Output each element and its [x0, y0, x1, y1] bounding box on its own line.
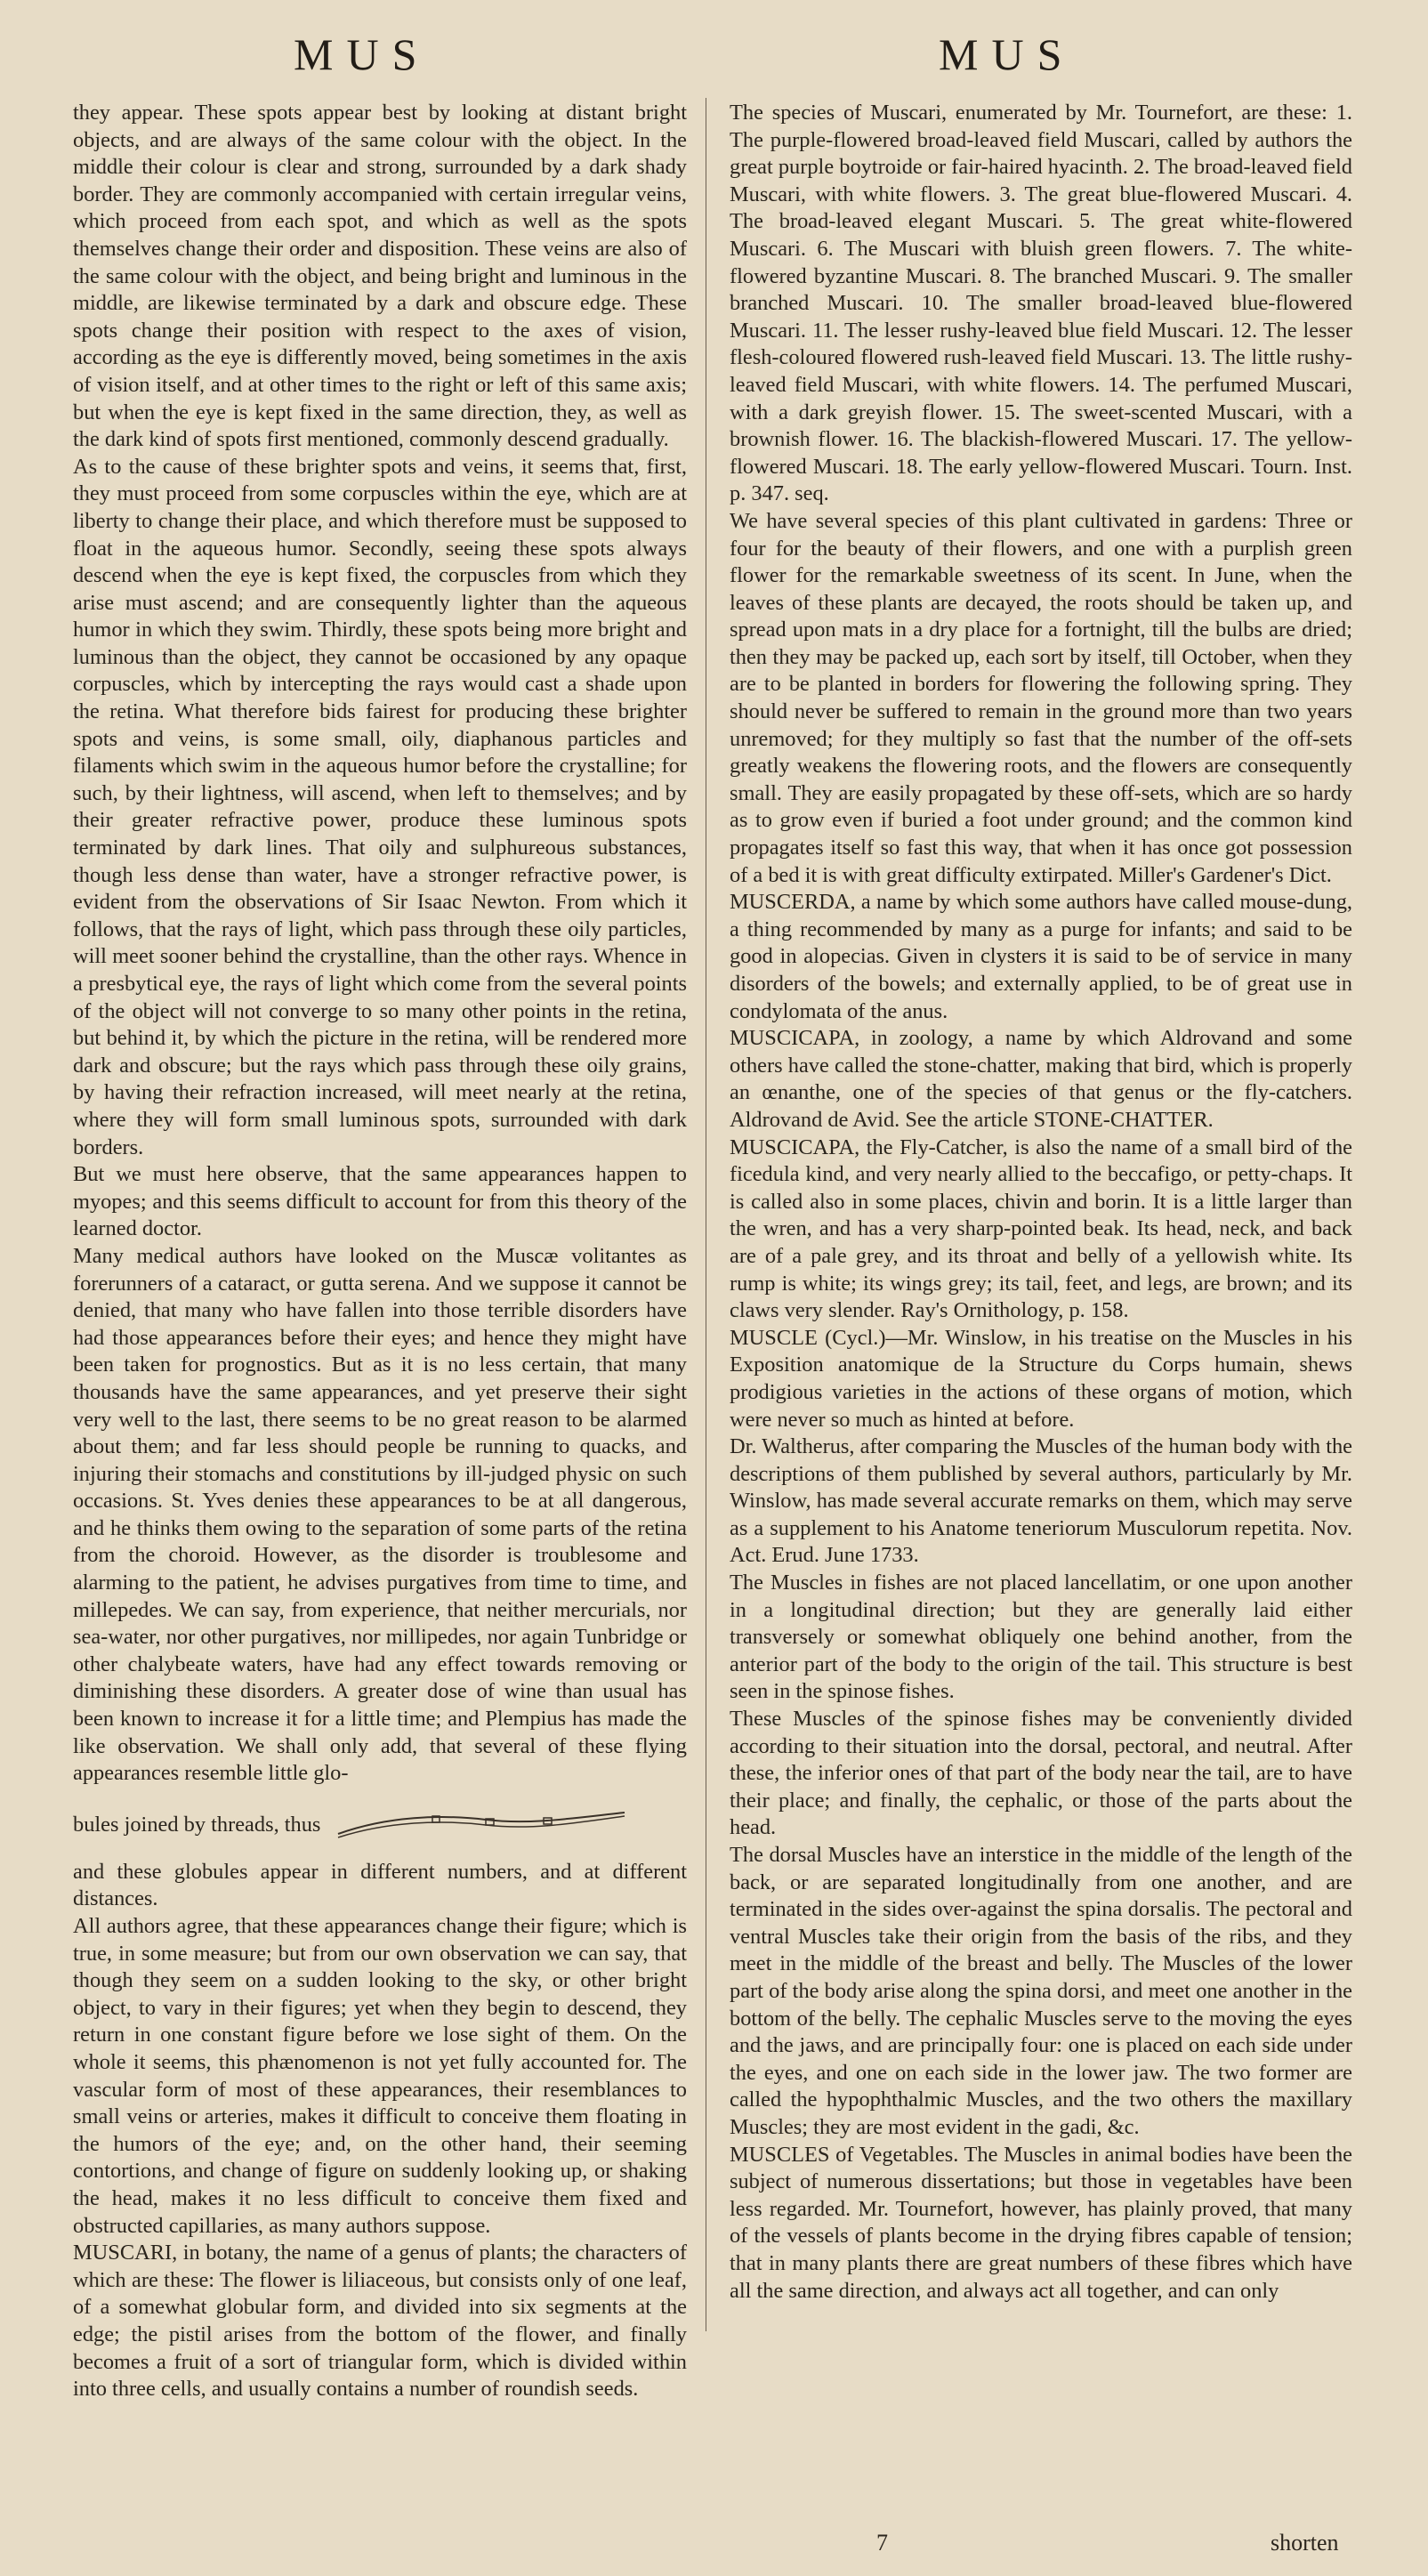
- paragraph-fish-muscles: The Muscles in fishes are not placed lancellatim, or one upon another in a longitudinal direction; but they are generally laid either transversely or somewhat obliquely one behind another, from the anterior part of the body to the origin of the tail. This structure is best seen in the spinose fishes.: [730, 1571, 1352, 1704]
- signature-mark: 7: [876, 2530, 888, 2556]
- paragraph-muscari-species: The species of Muscari, enumerated by Mr. Tournefort, are these: 1. The purple-flowered broad-leaved field Muscari, called by authors the great purple boytroide or fair-haired hyacinth. 2. The broad-leaved field Muscari, with white flowers. 3. The great blue-flowered Muscari. 4. The broad-leaved elegant Muscari. 5. The great white-flowered Muscari. 6. The Muscari with bluish green flowers. 7. The white-flowered byzantine Muscari. 8. The branched Muscari. 9. The smaller branched Muscari. 10. The smaller broad-leaved blue-flowered Muscari. 11. The lesser rushy-leaved blue field Muscari. 12. The lesser flesh-coloured flowered rush-leaved field Muscari. 13. The little rushy-leaved field Muscari, with white flowers. 14. The perfumed Muscari, with a dark greyish flower. 15. The sweet-scented Muscari, with a brownish flower. 16. The blackish-flowered Muscari. 17. The yellow-flowered Muscari. 18. The early yellow-flowered Muscari. Tourn. Inst. p. 347. seq.: [730, 101, 1352, 506]
- paragraph-figure-change: All authors agree, that these appearances change their figure; which is true, in some measure; but from our own observation we can say, that though they seem on a sudden looking to the sky, or other bright object, to vary in their figures; yet when they begin to descend, they return in one constant figure before we lose sight of them. On the whole it seems, this phænomenon is not yet fully accounted for. The vascular form of most of these appearances, their resemblances to small veins or arteries, makes it difficult to conceive them floating in the humors of the eye; and, on the other hand, their seeming contortions, and change of figure on suddenly looking up, or shaking the head, makes it no less difficult to conceive them fixed and obstructed capillaries, as many authors suppose.: [73, 1914, 687, 2238]
- entry-muscle: MUSCLE (Cycl.)—Mr. Winslow, in his treatise on the Muscles in his Exposition anatomique de la Structure du Corps humain, shews prodigious varieties in the actions of these organs of motion, which were never so much as hinted at before.: [730, 1325, 1352, 1432]
- entry-muscicapa-fly-catcher: MUSCICAPA, the Fly-Catcher, is also the name of a small bird of the ficedula kind, and very nearly allied to the beccafigo, or petty-chaps. It is called also in some places, chivin and borin. It is a little larger than the wren, and has a very sharp-pointed beak. Its head, neck, and back are of a pale grey, and its throat and belly of a yellowish white. Its rump is white; its wings grey; its tail, feet, and legs, are brown; and its claws very slender. Ray's Ornithology, p. 158.: [730, 1135, 1352, 1323]
- paragraph-dorsal-muscles: The dorsal Muscles have an interstice in the middle of the length of the back, or are separated longitudinally from one another, and are terminated in the sides over-against the spina dorsalis. The pectoral and ventral Muscles take their origin from the basis of the ribs, and they meet in the middle of the breast and belly. The Muscles of the lower part of the body arise along the spina dorsi, and meet one another in the bottom of the belly. The cephalic Muscles serve to the moving the eyes and the jaws, and are principally four: one is placed on each side under the eyes, and one on each side in the lower jaw. The two former are called the hypophthalmic Muscles, and the two others the maxillary Muscles; they are most evident in the gadi, &c.: [730, 1843, 1352, 2139]
- paragraph-spots: they appear. These spots appear best by looking at distant bright objects, and are always of the same colour with the object. In the middle their colour is clear and strong, surrounded by a dark shady border. They are commonly accompanied with certain irregular veins, which proceed from each spot, and which as well as the spots themselves change their order and disposition. These veins are also of the same colour with the object, and being bright and luminous in the middle, are likewise terminated by a dark and obscure edge. These spots change their position with respect to the axes of vision, according as the eye is differently moved, being sometimes in the axis of vision itself, and at other times to the right or left of this same axis; but when the eye is kept fixed in the same direction, they, as well as the dark kind of spots first mentioned, commonly descend gradually.: [73, 101, 687, 452]
- right-column: [730, 100, 1352, 2484]
- running-head-right: MUS: [939, 29, 1076, 79]
- catchword: shorten: [1271, 2530, 1339, 2556]
- globules-figure-line: [73, 1807, 687, 1843]
- paragraph-waltherus: Dr. Waltherus, after comparing the Muscles of the human body with the descriptions of them published by several authors, particularly by Mr. Winslow, has made several accurate remarks on them, which may serve as a supplement to his Anatome teneriorum Musculorum repetita. Nov. Act. Erud. June 1733.: [730, 1434, 1352, 1568]
- entry-muscerda: MUSCERDA, a name by which some authors have called mouse-dung, a thing recommended by many as a purge for infants; and said to be good in alopecias. Given in clysters it is said to be of service in many disorders of the bowels; and externally applied, to be of great use in condylomata of the anus.: [730, 890, 1352, 1023]
- entry-muscicapa-zoology: MUSCICAPA, in zoology, a name by which Aldrovand and some others have called the stone-chatter, making that bird, which is properly an œnanthe, one of the species of that genus or the fly-catchers. Aldrovand de Avid. See the article STONE-CHATTER.: [730, 1026, 1352, 1132]
- left-column: [73, 100, 687, 2529]
- entry-muscles-of-vegetables: MUSCLES of Vegetables. The Muscles in animal bodies have been the subject of numerous dissertations; but those in vegetables have been less regarded. Mr. Tournefort, however, has plainly proved, that many of the vessels of plants become in the drying fibres capable of tension; that in many plants there are great numbers of these fibres which have all the same direction, and always act all together, and can only: [730, 2142, 1352, 2303]
- paragraph-myopes: But we must here observe, that the same appearances happen to myopes; and this seems difficult to account for from this theory of the learned doctor.: [73, 1162, 687, 1241]
- globules-caption: bules joined by threads, thus: [73, 1812, 321, 1837]
- paragraph-cause: As to the cause of these brighter spots and veins, it seems that, first, they must proceed from some corpuscles within the eye, which are at liberty to change their place, and which therefore must be supposed to float in the aqueous humor. Secondly, seeing these spots always descend when the eye is kept fixed, the corpuscles from which they arise must ascend; and are consequently lighter than the aqueous humor in which they swim. Thirdly, these spots being more bright and luminous than the object, they cannot be occasioned by any opaque corpuscles, which by intercepting the rays would cast a shade upon the retina. What therefore bids fairest for producing these brighter spots and veins, is some small, oily, diaphanous particles and filaments which swim in the aqueous humor before the crystalline; for such, by their lightness, will ascend, when left to themselves; and by their greater refractive power, produce these luminous spots terminated by dark lines. That oily and sulphureous substances, though less dense than water, have a stronger refractive power, is evident from the observations of Sir Isaac Newton. From which it follows, that the rays of light, which pass through these oily particles, will meet sooner behind the crystalline, than the other rays. Whence in a presbytical eye, the rays of light which come from the several points of the object will not converge to so many other points in the retina, but behind it, by which the picture in the retina, will be rendered more dark and obscure; but the rays which pass through these oily grains, by having their refraction increased, will meet nearly at the retina, where they will form small luminous spots, surrounded with dark borders.: [73, 454, 687, 1159]
- paragraph-muscari-cultivation: We have several species of this plant cultivated in gardens: Three or four for the beauty of their flowers, and one with a purplish green flower for the remarkable sweetness of its scent. In June, when the leaves of these plants are decayed, the roots should be taken up, and spread upon mats in a dry place for a fortnight, till the bulbs are dried; then they may be packed up, each sort by itself, till October, when they are to be planted in borders for flowering the following spring. They should never be suffered to remain in the ground more than two years unremoved; for they multiply so fast that the number of the off-sets greatly weakens the flowering roots, and the flowers are consequently small. They are easily propagated by these off-sets, which are so hardy as to grow even if buried a foot under ground; and the common kind propagates itself so fast this way, that when it has once got possession of a bed it is with great difficulty extirpated. Miller's Gardener's Dict.: [730, 508, 1352, 887]
- paragraph-globules: and these globules appear in different numbers, and at different distances.: [73, 1859, 687, 1911]
- paragraph-spinose-fishes: These Muscles of the spinose fishes may be conveniently divided according to their situation into the dorsal, pectoral, and neutral. After these, the inferior ones of that part of the body near the tail, are to have their place; and finally, the cephalic, or those of the parts about the head.: [730, 1707, 1352, 1840]
- paragraph-medical-authors: Many medical authors have looked on the Muscæ volitantes as forerunners of a cataract, or gutta serena. And we suppose it cannot be denied, that many who have fallen into those terrible disorders have had those appearances before their eyes; and hence they might have been taken for prognostics. But as it is no less certain, that many thousands have the same appearances, and yet preserve their sight very well to the last, there seems to be no great reason to be alarmed about them; and far less should people be running to quacks, and injuring their stomachs and constitutions by ill-judged physic on such occasions. St. Yves denies these appearances to be at all dangerous, and he thinks them owing to the separation of some parts of the retina from the choroid. However, as the disorder is troublesome and alarming to the patient, he advises purgatives from time to time, and millepedes. We can say, from experience, that neither mercurials, nor sea-water, nor other purgatives, nor millipedes, nor again Tunbridge or other chalybeate waters, have had any effect towards removing or diminishing these disorders. A greater dose of wine than usual has been known to increase it for a little time; and Plempius has made the like observation. We shall only add, that several of these flying appearances resemble little glo-: [73, 1243, 687, 1786]
- entry-muscari: MUSCARI, in botany, the name of a genus of plants; the characters of which are these: The flower is liliaceous, but consists only of one leaf, of a somewhat globular form, and divided into six segments at the edge; the pistil arises from the bottom of the flower, and finally becomes a fruit of a sort of triangular form, which is divided within into three cells, and usually contains a number of roundish seeds.: [73, 2241, 687, 2402]
- running-head-left: MUS: [294, 29, 431, 79]
- globules-thread-figure: [335, 1807, 628, 1843]
